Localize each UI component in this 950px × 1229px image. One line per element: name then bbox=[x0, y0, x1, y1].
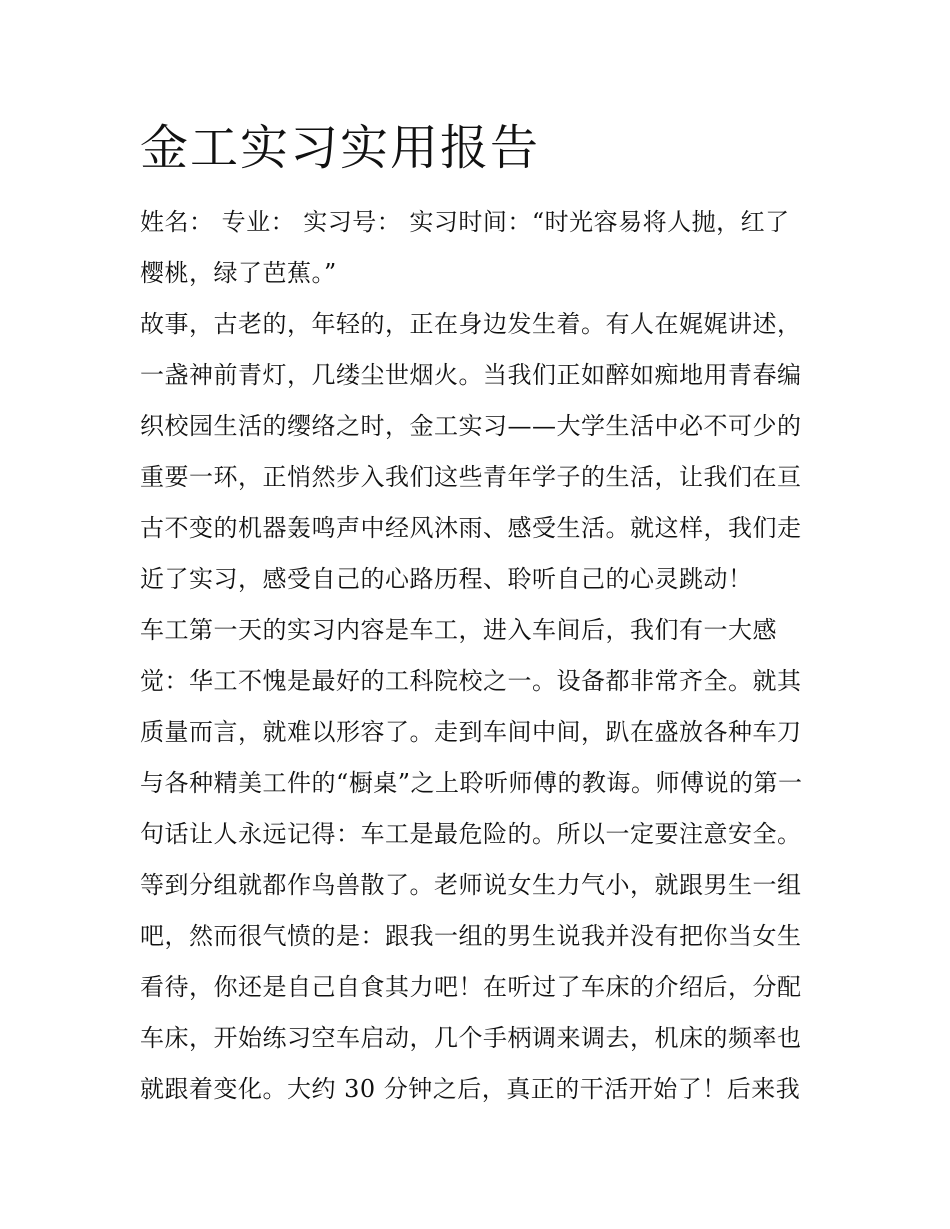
text-line: 古不变的机器轰鸣声中经风沐雨、感受生活。就这样，我们走 bbox=[140, 514, 802, 542]
text-line: 吧，然而很气愤的是：跟我一组的男生说我并没有把你当女生 bbox=[140, 922, 802, 950]
text-line: 故事，古老的，年轻的，正在身边发生着。有人在娓娓讲述， bbox=[140, 310, 802, 338]
text-line: 就跟着变化。大约 30 分钟之后，真正的干活开始了！后来我 bbox=[140, 1075, 801, 1103]
text-line: 一盏神前青灯，几缕尘世烟火。当我们正如醉如痴地用青春编 bbox=[140, 361, 802, 389]
text-line: 车工第一天的实习内容是车工，进入车间后，我们有一大感 bbox=[140, 616, 777, 644]
text-line: 句话让人永远记得：车工是最危险的。所以一定要注意安全。 bbox=[140, 820, 802, 848]
text-line: 觉：华工不愧是最好的工科院校之一。设备都非常齐全。就其 bbox=[140, 667, 802, 695]
text-line: 车床，开始练习空车启动，几个手柄调来调去，机床的频率也 bbox=[140, 1024, 802, 1052]
text-line: 与各种精美工件的“橱桌”之上聆听师傅的教诲。师傅说的第一 bbox=[140, 769, 803, 797]
text-line: 姓名： 专业： 实习号： 实习时间：“时光容易将人抛，红了 bbox=[140, 208, 790, 236]
document-title: 金工实习实用报告 bbox=[140, 120, 541, 176]
text-line: 近了实习，感受自己的心路历程、聆听自己的心灵跳动！ bbox=[140, 565, 753, 593]
text-line: 重要一环，正悄然步入我们这些青年学子的生活，让我们在亘 bbox=[140, 463, 802, 491]
text-line: 樱桃，绿了芭蕉。” bbox=[140, 259, 337, 287]
text-line: 等到分组就都作鸟兽散了。老师说女生力气小，就跟男生一组 bbox=[140, 871, 802, 899]
text-line: 质量而言，就难以形容了。走到车间中间，趴在盛放各种车刀 bbox=[140, 718, 802, 746]
text-line: 织校园生活的缨络之时，金工实习——大学生活中必不可少的 bbox=[140, 412, 802, 440]
text-line: 看待，你还是自己自食其力吧！在听过了车床的介绍后，分配 bbox=[140, 973, 802, 1001]
